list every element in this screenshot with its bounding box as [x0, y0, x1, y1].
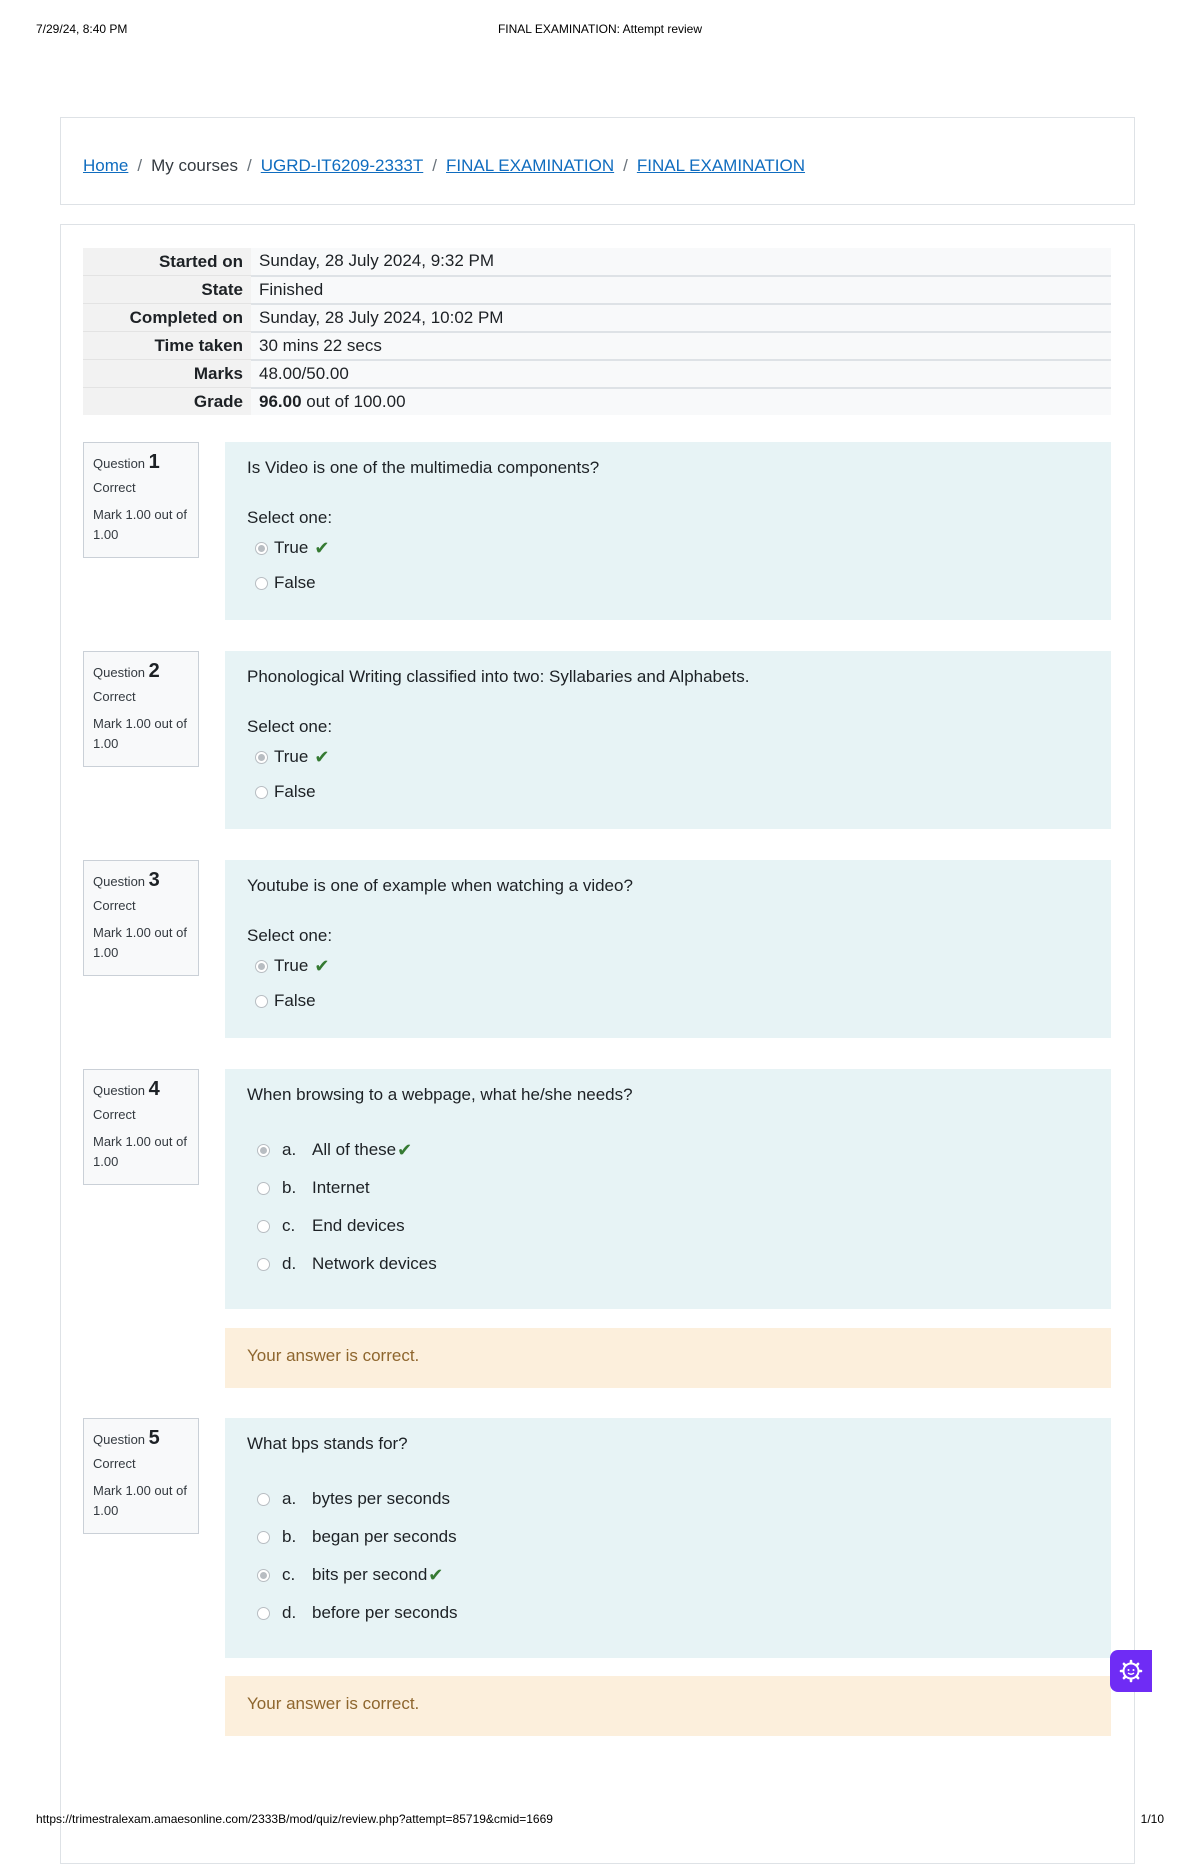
answer-option[interactable]	[257, 1254, 437, 1274]
grade-value: 96.00	[259, 391, 302, 411]
summary-label: State	[83, 276, 251, 304]
question-number: 2	[148, 660, 160, 682]
answer-option[interactable]	[257, 1216, 405, 1236]
breadcrumb-section-link[interactable]: FINAL EXAMINATION	[446, 156, 615, 175]
question-word: Question	[93, 456, 146, 471]
summary-row-time-taken	[83, 332, 1111, 360]
answer-option[interactable]	[257, 1565, 443, 1585]
summary-row-grade	[83, 388, 1111, 416]
gear-icon	[1119, 1659, 1143, 1683]
answer-option[interactable]	[257, 1140, 412, 1160]
question-word: Question	[93, 1432, 146, 1447]
check-icon: ✔	[397, 1139, 413, 1160]
radio-button[interactable]	[257, 1182, 270, 1195]
question-formulation	[225, 442, 1111, 620]
print-datetime: 7/29/24, 8:40 PM	[36, 22, 128, 36]
select-one-prompt: Select one:	[247, 926, 333, 945]
radio-button[interactable]	[255, 786, 268, 799]
question-text: What bps stands for?	[247, 1434, 408, 1453]
question-word: Question	[93, 665, 146, 680]
answer-option[interactable]	[257, 1489, 450, 1509]
question-state: Correct	[93, 1456, 136, 1471]
option-letter: c.	[282, 1216, 296, 1235]
option-label: False	[274, 991, 316, 1010]
breadcrumb-quiz-link[interactable]: FINAL EXAMINATION	[636, 156, 806, 175]
answer-option[interactable]	[255, 538, 329, 558]
question-word: Question	[93, 874, 146, 889]
breadcrumb-my-courses: My courses	[151, 156, 239, 175]
answer-feedback: Your answer is correct.	[225, 1328, 1111, 1388]
answer-option[interactable]	[255, 991, 316, 1011]
option-label: True	[274, 956, 309, 975]
option-label: began per seconds	[312, 1527, 457, 1546]
answer-option[interactable]	[257, 1178, 370, 1198]
question-formulation	[225, 651, 1111, 829]
question-state: Correct	[93, 1107, 136, 1122]
answer-option[interactable]	[257, 1603, 458, 1623]
option-letter: b.	[282, 1527, 297, 1546]
summary-label: Started on	[83, 248, 251, 276]
option-letter: d.	[282, 1603, 297, 1622]
breadcrumb-separator: /	[137, 156, 143, 175]
question-info	[83, 1069, 199, 1185]
summary-value: Sunday, 28 July 2024, 9:32 PM	[251, 248, 1111, 276]
option-letter: d.	[282, 1254, 297, 1273]
print-url: https://trimestralexam.amaesonline.com/2333B/mod/quiz/review.php?attempt=85719&cmid=1669	[36, 1812, 553, 1826]
question-text: Is Video is one of the multimedia components?	[247, 458, 600, 477]
accessibility-button[interactable]	[1110, 1650, 1152, 1692]
option-letter: a.	[282, 1140, 297, 1159]
print-title: FINAL EXAMINATION: Attempt review	[497, 22, 703, 36]
summary-value: 30 mins 22 secs	[251, 332, 1111, 360]
attempt-summary-table	[83, 248, 1111, 415]
grade-suffix: out of 100.00	[301, 391, 406, 411]
question-text: Phonological Writing classified into two: Syllabaries and Alphabets.	[247, 667, 750, 686]
summary-value: 48.00/50.00	[251, 360, 1111, 388]
breadcrumb-separator: /	[623, 156, 628, 175]
option-letter: b.	[282, 1178, 297, 1197]
option-label: before per seconds	[312, 1603, 458, 1622]
question-number: 4	[148, 1078, 160, 1100]
summary-value: Sunday, 28 July 2024, 10:02 PM	[251, 304, 1111, 332]
question-formulation	[225, 1418, 1111, 1658]
radio-button[interactable]	[257, 1258, 270, 1271]
question-mark: Mark 1.00 out of 1.00	[93, 716, 187, 751]
breadcrumb-home-link[interactable]: Home	[83, 156, 129, 175]
question-text: Youtube is one of example when watching a video?	[247, 876, 633, 895]
print-page-number: 1/10	[1140, 1812, 1164, 1826]
option-label: bytes per seconds	[312, 1489, 450, 1508]
radio-button[interactable]	[257, 1220, 270, 1233]
question-info	[83, 442, 199, 558]
summary-label: Completed on	[83, 304, 251, 332]
summary-label: Marks	[83, 360, 251, 388]
question-number: 5	[148, 1427, 160, 1449]
breadcrumb	[83, 156, 805, 176]
question-state: Correct	[93, 689, 136, 704]
option-label: End devices	[312, 1216, 405, 1235]
summary-row-started	[83, 248, 1111, 276]
question-info	[83, 651, 199, 767]
question-mark: Mark 1.00 out of 1.00	[93, 1134, 187, 1169]
summary-row-state	[83, 276, 1111, 304]
answer-option[interactable]	[255, 956, 329, 976]
radio-button[interactable]	[255, 542, 268, 555]
option-label: bits per second	[312, 1565, 428, 1584]
radio-button[interactable]	[257, 1493, 270, 1506]
question-info	[83, 860, 199, 976]
breadcrumb-separator: /	[247, 156, 252, 175]
summary-value	[251, 388, 1111, 416]
answer-feedback: Your answer is correct.	[225, 1676, 1111, 1736]
question-number: 1	[148, 451, 160, 473]
summary-label: Grade	[83, 388, 251, 416]
option-label: Internet	[312, 1178, 370, 1197]
question-mark: Mark 1.00 out of 1.00	[93, 1483, 187, 1518]
summary-value: Finished	[251, 276, 1111, 304]
radio-button[interactable]	[255, 577, 268, 590]
breadcrumb-course-link[interactable]: UGRD-IT6209-2333T	[260, 156, 424, 175]
option-letter: a.	[282, 1489, 297, 1508]
summary-row-completed	[83, 304, 1111, 332]
radio-button[interactable]	[255, 751, 268, 764]
option-label: False	[274, 782, 316, 801]
question-word: Question	[93, 1083, 146, 1098]
option-label: True	[274, 538, 309, 557]
radio-button[interactable]	[257, 1144, 270, 1157]
option-label: True	[274, 747, 309, 766]
question-info	[83, 1418, 199, 1534]
option-label: False	[274, 573, 316, 592]
select-one-prompt: Select one:	[247, 717, 333, 736]
summary-row-marks	[83, 360, 1111, 388]
option-label: All of these	[312, 1140, 397, 1159]
question-formulation	[225, 1069, 1111, 1309]
answer-option[interactable]	[257, 1527, 457, 1547]
breadcrumb-separator: /	[432, 156, 437, 175]
check-icon: ✔	[428, 1564, 444, 1585]
radio-button[interactable]	[255, 960, 268, 973]
breadcrumb-container	[60, 117, 1135, 205]
radio-button[interactable]	[255, 995, 268, 1008]
answer-option[interactable]	[255, 573, 316, 593]
question-state: Correct	[93, 898, 136, 913]
check-icon: ✔	[314, 537, 330, 558]
answer-option[interactable]	[255, 782, 316, 802]
radio-button[interactable]	[257, 1607, 270, 1620]
radio-button[interactable]	[257, 1531, 270, 1544]
select-one-prompt: Select one:	[247, 508, 333, 527]
option-label: Network devices	[312, 1254, 437, 1273]
question-mark: Mark 1.00 out of 1.00	[93, 925, 187, 960]
option-letter: c.	[282, 1565, 296, 1584]
check-icon: ✔	[314, 955, 330, 976]
check-icon: ✔	[314, 746, 330, 767]
question-formulation	[225, 860, 1111, 1038]
question-state: Correct	[93, 480, 136, 495]
question-mark: Mark 1.00 out of 1.00	[93, 507, 187, 542]
answer-option[interactable]	[255, 747, 329, 767]
question-number: 3	[148, 869, 160, 891]
question-text: When browsing to a webpage, what he/she needs?	[247, 1085, 633, 1104]
radio-button[interactable]	[257, 1569, 270, 1582]
summary-label: Time taken	[83, 332, 251, 360]
